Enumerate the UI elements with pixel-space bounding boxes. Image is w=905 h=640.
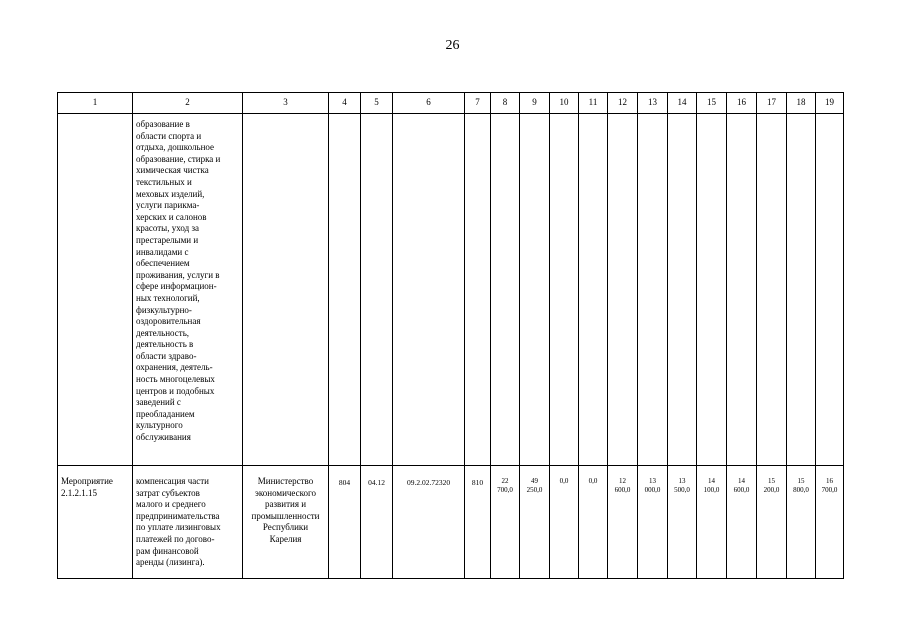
table-cell xyxy=(465,114,491,466)
table-cell xyxy=(243,114,329,466)
code-cell: 09.2.02.72320 xyxy=(406,478,451,487)
table-row xyxy=(58,114,844,466)
column-header: 19 xyxy=(816,93,844,114)
table-cell xyxy=(133,114,243,466)
column-header: 14 xyxy=(668,93,697,114)
table-cell xyxy=(668,466,697,579)
column-header: 6 xyxy=(393,93,465,114)
table-cell xyxy=(757,466,787,579)
value-cell: 49 250,0 xyxy=(526,477,543,494)
value-cell: 13 000,0 xyxy=(644,477,661,494)
column-header: 1 xyxy=(58,93,133,114)
value-cell: 22 700,0 xyxy=(497,477,513,494)
column-header: 7 xyxy=(465,93,491,114)
table-cell xyxy=(329,114,361,466)
table-cell xyxy=(243,466,329,579)
column-header: 17 xyxy=(757,93,787,114)
column-header: 3 xyxy=(243,93,329,114)
table-cell xyxy=(579,466,608,579)
column-header: 4 xyxy=(329,93,361,114)
table-cell xyxy=(757,114,787,466)
value-cell: 12 600,0 xyxy=(614,477,631,494)
code-cell: 810 xyxy=(471,478,484,487)
table-cell xyxy=(787,466,816,579)
table-cell xyxy=(329,466,361,579)
table-cell xyxy=(520,466,550,579)
code-cell: 804 xyxy=(338,478,351,487)
header-row xyxy=(58,93,844,114)
table-cell xyxy=(579,114,608,466)
column-header: 16 xyxy=(727,93,757,114)
measure-code: Мероприятие 2.1.2.1.15 xyxy=(61,476,113,498)
table-cell xyxy=(361,114,393,466)
value-cell: 13 500,0 xyxy=(674,477,690,494)
value-cell: 14 100,0 xyxy=(703,477,720,494)
table-cell xyxy=(58,466,133,579)
table-cell xyxy=(727,114,757,466)
column-header: 15 xyxy=(697,93,727,114)
table-cell xyxy=(465,466,491,579)
column-header: 18 xyxy=(787,93,816,114)
table-cell xyxy=(393,114,465,466)
budget-table xyxy=(57,92,844,579)
executor: Министерство экономического развития и промышленности Республики Карелия xyxy=(251,476,320,544)
table-cell xyxy=(550,466,579,579)
page-number: 26 xyxy=(445,38,460,53)
measure-description: компенсация части затрат субъектов малого и среднего предпринимательства по уплате лизинговых платежей по догово- рам финансовой аренды (лизинга). xyxy=(136,476,221,568)
table-cell xyxy=(787,114,816,466)
table-cell xyxy=(668,114,697,466)
table-cell xyxy=(520,114,550,466)
value-cell: 0,0 xyxy=(588,477,598,485)
table-cell xyxy=(491,114,520,466)
table-cell xyxy=(638,466,668,579)
column-header: 11 xyxy=(579,93,608,114)
value-cell: 15 800,0 xyxy=(793,477,809,494)
table-cell xyxy=(816,114,844,466)
table-cell xyxy=(133,466,243,579)
column-header: 12 xyxy=(608,93,638,114)
column-header: 13 xyxy=(638,93,668,114)
code-cell: 04.12 xyxy=(368,478,385,487)
table-cell xyxy=(608,114,638,466)
column-header: 10 xyxy=(550,93,579,114)
table-cell xyxy=(393,466,465,579)
table-row xyxy=(58,466,844,579)
column-header: 2 xyxy=(133,93,243,114)
table-cell xyxy=(638,114,668,466)
value-cell: 15 200,0 xyxy=(763,477,780,494)
table-cell xyxy=(697,466,727,579)
table-cell xyxy=(697,114,727,466)
column-header: 9 xyxy=(520,93,550,114)
table-cell xyxy=(608,466,638,579)
column-header: 5 xyxy=(361,93,393,114)
table-cell xyxy=(58,114,133,466)
value-cell: 16 700,0 xyxy=(821,477,838,494)
continuation-text: образование в области спорта и отдыха, дошкольное образование, стирка и химическая чистка текстильных и меховых изделий, услуги парикма- херских и салонов красоты, уход за престарелыми и инвалидами с обеспечением проживания, услуги в сфере информацион- ных технологий, физкультурно- оздоровительная деятельность, деятельность в области здраво- охранения, деятель- ность многоцелевых центров и подобных заведений с преобладанием культурного обслуживания xyxy=(136,119,221,443)
table-cell xyxy=(727,466,757,579)
table-cell xyxy=(491,466,520,579)
value-cell: 0,0 xyxy=(559,477,569,485)
table-cell xyxy=(550,114,579,466)
column-header: 8 xyxy=(491,93,520,114)
table-cell xyxy=(361,466,393,579)
table-cell xyxy=(816,466,844,579)
value-cell: 14 600,0 xyxy=(733,477,750,494)
